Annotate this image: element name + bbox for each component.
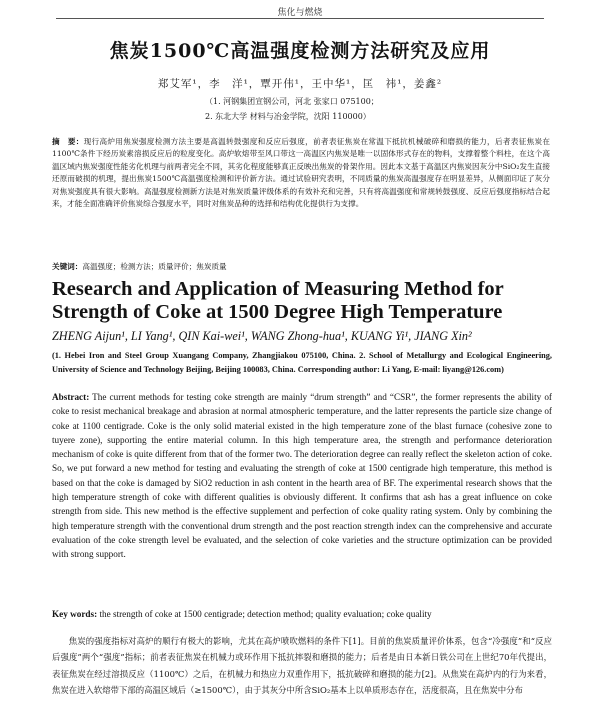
chinese-abstract-label: 摘 要： — [52, 137, 84, 146]
chinese-keywords-text: 高温强度；检测方法；质量评价；焦炭质量 — [82, 262, 227, 271]
english-title: Research and Application of Measuring Method for Strength of Coke at 1500 Degree High Temperature — [52, 278, 504, 323]
english-keywords — [52, 609, 552, 619]
chinese-affiliation-2: 2. 东北大学 材料与冶金学院，沈阳 110000） — [205, 112, 371, 121]
chinese-abstract — [52, 136, 550, 211]
english-authors: ZHENG Aijun¹, LI Yang¹, QIN Kai-wei¹, WANG Zhong-hua¹, KUANG Yi¹, JIANG Xin² — [52, 329, 472, 343]
running-header: 焦化与燃烧 — [277, 8, 323, 18]
english-keywords-label: Key words: — [52, 609, 98, 619]
chinese-keywords — [52, 261, 550, 272]
english-abstract-label: Abstract: — [52, 392, 90, 402]
english-abstract — [52, 390, 552, 562]
chinese-affiliation-1: （1. 河钢集团宣钢公司，河北 张家口 075100； — [205, 97, 379, 106]
english-keywords-text: the strength of coke at 1500 centigrade; detection method; quality evaluation; coke quality — [99, 609, 432, 619]
chinese-keywords-label: 关键词： — [52, 262, 83, 271]
english-abstract-text: The current methods for testing coke strength are mainly “drum strength” and “CSR”, the former represents the ability of coke to resist mechanical breakage and abrasion at normal atmospheric temperature, and the latter represents the particle size change of coke at 1100 centigrade. Coke is the only solid material existed in the high temperature zone of the blast furnace (cohesive zone to tuyere zone), supporting the entire material column. In this high temperature area, the strength and performance deterioration mechanism of coke is quite different from that of the former two. The deterioration degree can really reflect the skeleton action of coke. So, we put forward a new method for testing and evaluating the strength of coke at 1500 centigrade high temperature, this method is based on that the coke is damaged by SiO2 reduction in ash content in the hearth area of BF. The experimental research shows that the high temperature strength of coke with different qualities is obviously different. It confirms that ash has a great influence on coke strength from side. This new method is the effective supplement and perfection of coke quality rating system. Only by combining the high temperature strength with the conventional drum strength and the post reaction strength index can the comprehensive and accurate evaluation of the coke strength level be evaluated, and the selection of coke varieties and the structure optimization can be provided with strong support. — [52, 392, 552, 560]
body-paragraph: 焦炭的强度指标对高炉的顺行有极大的影响，尤其在高炉喷吹燃料的条件下[1]。目前的焦炭质量评价体系，包含“冷强度”和“反应后强度”两个“强度”指标；前者表征焦炭在机械力或环作用下抵抗摔裂和磨损的能力；后者是由日本新日铁公司在上世纪70年代提出，表征焦炭在经过溶损反应（1100℃）之后，在机械力和热应力双重作用下，抵抗破碎和磨损的能力[2]。从焦炭在高炉内的行为来看，焦炭在进入软熔带下部的高温区域后（≥1500℃），由于其灰分中所含SiO₂基本上以单质形态存在，活度很高，且在焦炭中分布 — [52, 636, 552, 695]
chinese-abstract-text: 现行高炉用焦炭强度检测方法主要是高温转鼓强度和反应后强度，前者表征焦炭在常温下抵抗机械破碎和磨损的能力，后者表征焦炭在1100℃条件下经历炭素溶损反应后的粒度变化。高炉软熔带至风口带这一高温区内焦炭是唯一以固体形式存在的物料，支撑着整个料柱，在这个高温区域内焦炭强度性能劣化机理与前两者完全不同，其劣化程度能够真正反映出焦炭的骨架作用。因此本文基于高温区内焦炭因灰分中SiO₂发生直接还原而破损的机理，提出焦炭1500℃高温强度检测和评价新方法。通过试验研究表明，不同质量的焦炭高温强度存在明显差异，从侧面印证了灰分对焦炭强度具有很大影响。高温强度检测新方法是对焦炭质量评级体系的有效补充和完善，只有将高温强度和常规转鼓强度、反应后强度指标结合起来，才能全面准确评价焦炭综合强度水平，同时对焦炭品种的选择和结构优化提供行为支撑。 — [52, 137, 550, 209]
chinese-title: 焦炭1500℃高温强度检测方法研究及应用 — [109, 40, 491, 62]
english-affiliation: (1. Hebei Iron and Steel Group Xuangang Company, Zhangjiakou 075100, China. 2. School of Metallurgy and Ecological Engineering, University of Science and Technology Beijing, Beijing 100083, China. Corresponding author: Li Yang, E-mail: liyang@126.com) — [52, 351, 552, 374]
header-divider — [56, 18, 544, 19]
chinese-authors: 郑艾军¹，李 洋¹，覃开伟¹，王中华¹，匡 祎¹，姜鑫² — [157, 78, 443, 90]
